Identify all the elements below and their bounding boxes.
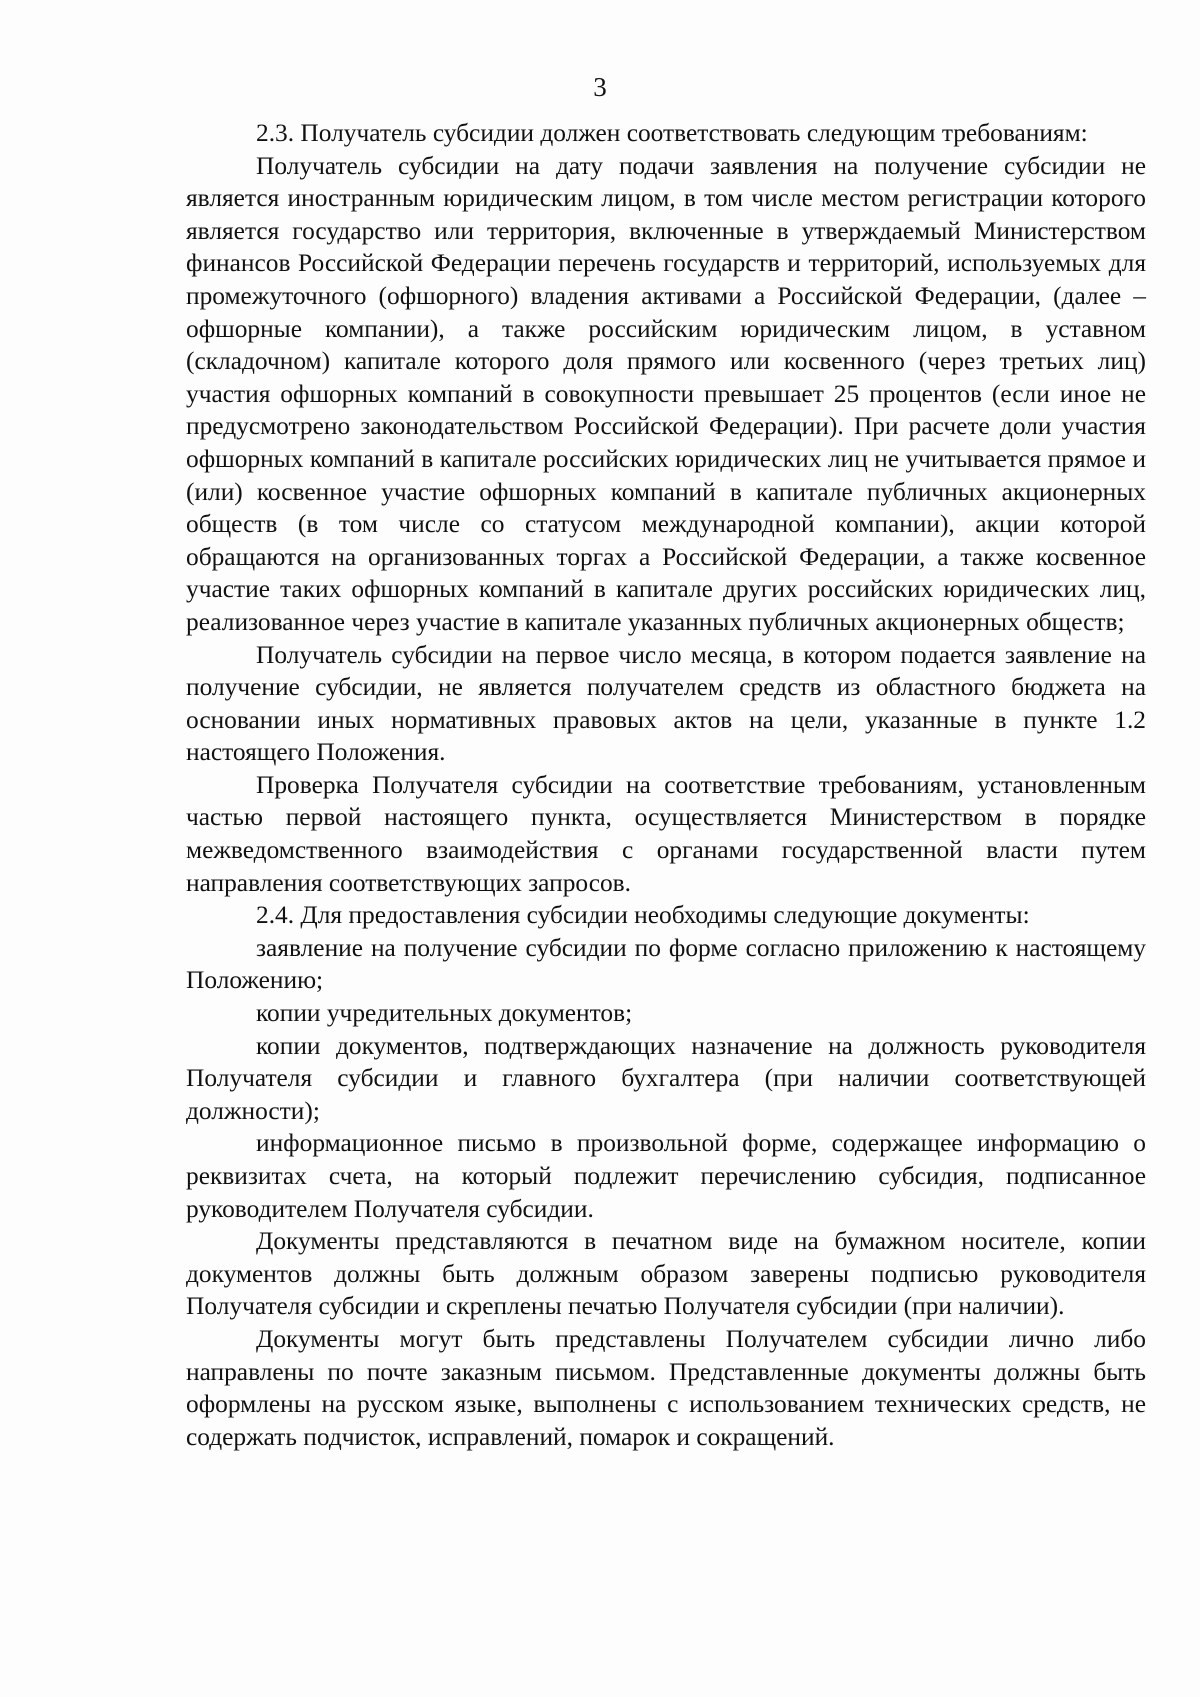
- paragraph-verification: Проверка Получателя субсидии на соответствие требованиям, установленным частью первой настоящего пункта, осуществляется Министерством в порядке межведомственного взаимодействия с органами государственной власти путем направления соответствующих запросов.: [186, 770, 1146, 897]
- list-item-appointment-docs: копии документов, подтверждающих назначение на должность руководителя Получателя субсидии и главного бухгалтера (при наличии соответствующей должности);: [186, 1031, 1146, 1125]
- paragraph-not-recipient: Получатель субсидии на первое число месяца, в котором подается заявление на получение субсидии, не является получателем средств из областного бюджета на основании иных нормативных правовых актов на цели, указанные в пункте 1.2 настоящего Положения.: [186, 640, 1146, 767]
- paragraph-delivery-requirements: Документы могут быть представлены Получателем субсидии лично либо направлены по почте заказным письмом. Представленные документы должны быть оформлены на русском языке, выполнены с использованием технических средств, не содержать подчисток, исправлений, помарок и сокращений.: [186, 1324, 1146, 1451]
- list-item-application: заявление на получение субсидии по форме согласно приложению к настоящему Положению;: [186, 933, 1146, 995]
- paragraph-2-3-heading: 2.3. Получатель субсидии должен соответствовать следующим требованиям:: [256, 119, 1088, 147]
- document-body: [186, 117, 1146, 1453]
- page-number: 3: [593, 72, 607, 102]
- paragraph-paper-submission: Документы представляются в печатном виде на бумажном носителе, копии документов должны быть должным образом заверены подписью руководителя Получателя субсидии и скреплены печатью Получателя субсидии (при наличии).: [186, 1227, 1146, 1321]
- paragraph-offshore-requirement: Получатель субсидии на дату подачи заявления на получение субсидии не является иностранным юридическим лицом, в том числе местом регистрации которого является государство или территория, включенные в утверждаемый Министерством финансов Российской Федерации перечень государств и территорий, используемых для промежуточного (офшорного) владения активами а Российской Федерации, (далее – офшорные компании), а также российским юридическим лицом, в уставном (складочном) капитале которого доля прямого или косвенного (через третьих лиц) участия офшорных компаний в совокупности превышает 25 процентов (если иное не предусмотрено законодательством Российской Федерации). При расчете доли участия офшорных компаний в капитале российских юридических лиц не учитывается прямое и (или) косвенное участие офшорных компаний в капитале публичных акционерных обществ (в том числе со статусом международной компании), акции которой обращаются на организованных торгах а Российской Федерации, а также косвенное участие таких офшорных компаний в капитале других российских юридических лиц, реализованное через участие в капитале указанных публичных акционерных обществ;: [186, 151, 1146, 636]
- paragraph-2-4-heading: 2.4. Для предоставления субсидии необходимы следующие документы:: [256, 901, 1030, 930]
- list-item-info-letter: информационное письмо в произвольной форме, содержащее информацию о реквизитах счета, на который подлежит перечислению субсидия, подписанное руководителем Получателя субсидии.: [186, 1129, 1146, 1223]
- list-item-founding-docs: копии учредительных документов;: [256, 999, 633, 1028]
